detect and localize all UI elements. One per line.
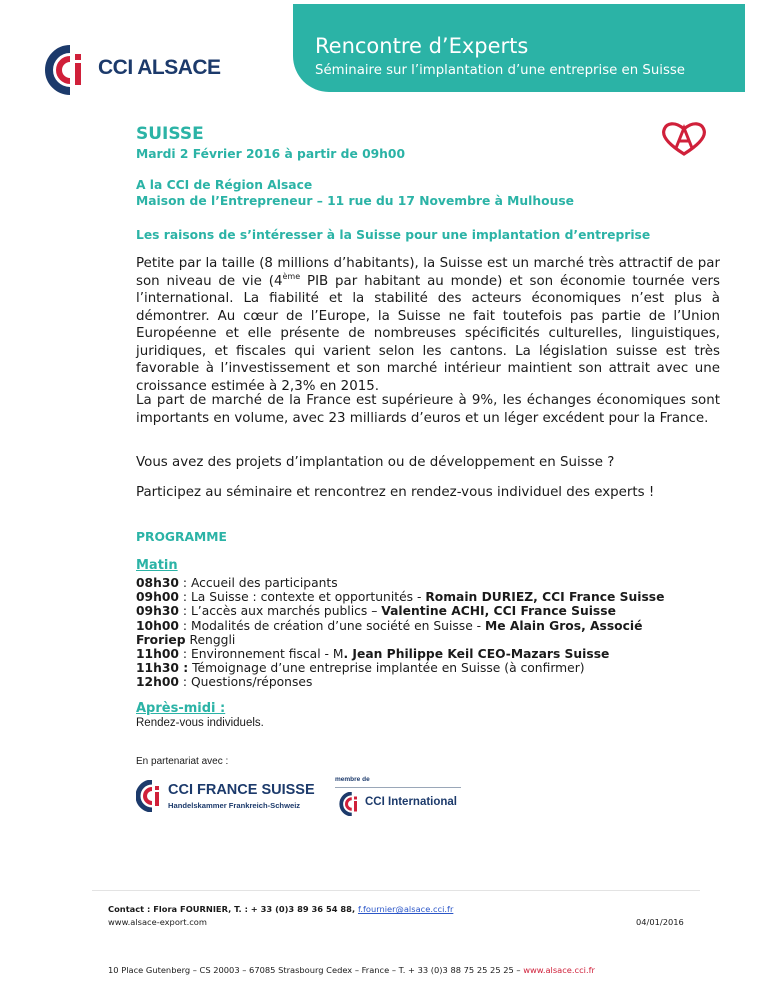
programme-item: 10h00 : Modalités de création d’une société en Suisse - Me Alain Gros, Associé bbox=[136, 618, 643, 633]
header-title: Rencontre d’Experts bbox=[315, 34, 529, 58]
country-heading: SUISSE bbox=[136, 124, 204, 144]
cci-alsace-logo bbox=[44, 45, 234, 95]
cfs-name: CCI FRANCE SUISSE bbox=[168, 782, 315, 798]
event-place-line2: Maison de l’Entrepreneur – 11 rue du 17 Novembre à Mulhouse bbox=[136, 194, 574, 208]
programme-item: Froriep Renggli bbox=[136, 632, 236, 647]
cint-name: CCI International bbox=[365, 796, 458, 808]
paragraph-question: Vous avez des projets d’implantation ou de développement en Suisse ? bbox=[136, 455, 615, 470]
footer-website[interactable]: www.alsace-export.com bbox=[108, 917, 207, 927]
programme-list bbox=[136, 576, 736, 690]
programme-item: 12h00 : Questions/réponses bbox=[136, 675, 313, 690]
paragraph-intro: Petite par la taille (8 millions d’habitants), la Suisse est un marché très attractif de par son niveau de vie (4ème PIB par habitant au monde) et son économie tournée vers l’international. La fiabilité et la stabilité des acteurs économiques n’est plus à démontrer. Au cœur de l’Europe, la Suisse ne fait toutefois pas partie de l’Union Européenne et elle présente de nombreuses spécificités culturelles, linguistiques, juridiques, et fiscales qui varient selon les cantons. La législation suisse est très favorable à l’investissement et son marché intérieur maintient son attrait avec une croissance estimée à 2,3% en 2015. bbox=[136, 256, 720, 394]
footer-address: 10 Place Gutenberg – CS 20003 – 67085 Strasbourg Cedex – France – T. + 33 (0)3 88 75 25 25 25 – www.alsace.cci.fr bbox=[108, 965, 595, 975]
cci-international-logo bbox=[335, 776, 465, 818]
footer-contact: Contact : Flora FOURNIER, T. : + 33 (0)3 89 36 54 88, f.fournier@alsace.cci.fr bbox=[108, 904, 454, 914]
cfs-subtitle: Handelskammer Frankreich-Schweiz bbox=[168, 801, 301, 810]
paragraph-invite: Participez au séminaire et rencontrez en rendez-vous individuel des experts ! bbox=[136, 485, 655, 500]
event-place-line1: A la CCI de Région Alsace bbox=[136, 178, 313, 192]
logo-text: CCI ALSACE bbox=[98, 56, 221, 79]
footer-web-link[interactable]: www.alsace.cci.fr bbox=[523, 965, 595, 975]
morning-heading: Matin bbox=[136, 558, 178, 573]
programme-item: 09h30 : L’accès aux marchés publics – Valentine ACHI, CCI France Suisse bbox=[136, 604, 616, 619]
header-banner bbox=[293, 4, 745, 92]
programme-item: 08h30 : Accueil des participants bbox=[136, 576, 338, 590]
cci-logo-icon bbox=[136, 780, 166, 812]
afternoon-text: Rendez-vous individuels. bbox=[136, 717, 264, 729]
footer-date: 04/01/2016 bbox=[636, 917, 684, 927]
programme-item: 09h00 : La Suisse : contexte et opportunités - Romain DURIEZ, CCI France Suisse bbox=[136, 590, 665, 605]
alsace-logo bbox=[660, 120, 708, 156]
reasons-heading: Les raisons de s’intéresser à la Suisse pour une implantation d’entreprise bbox=[136, 228, 651, 242]
cci-logo-icon bbox=[44, 45, 96, 95]
member-label: membre de bbox=[335, 776, 370, 783]
partner-label: En partenariat avec : bbox=[136, 756, 229, 767]
cci-logo-icon bbox=[339, 792, 363, 816]
contact-email-link[interactable]: f.fournier@alsace.cci.fr bbox=[358, 904, 454, 914]
programme-item: 11h30 : Témoignage d’une entreprise implantée en Suisse (à confirmer) bbox=[136, 661, 585, 676]
afternoon-heading: Après-midi : bbox=[136, 701, 226, 716]
alsace-heart-icon bbox=[660, 120, 708, 156]
programme-heading: PROGRAMME bbox=[136, 530, 227, 544]
header-subtitle: Séminaire sur l’implantation d’une entreprise en Suisse bbox=[315, 63, 685, 78]
footer-divider bbox=[92, 890, 700, 891]
cci-france-suisse-logo bbox=[136, 780, 316, 816]
divider bbox=[335, 787, 461, 788]
programme-item: 11h00 : Environnement fiscal - M. Jean Philippe Keil CEO-Mazars Suisse bbox=[136, 647, 610, 662]
event-date: Mardi 2 Février 2016 à partir de 09h00 bbox=[136, 147, 406, 161]
paragraph-market: La part de marché de la France est supérieure à 9%, les échanges économiques sont importants en volume, avec 23 milliards d’euros et un léger excédent pour la France. bbox=[136, 393, 720, 426]
